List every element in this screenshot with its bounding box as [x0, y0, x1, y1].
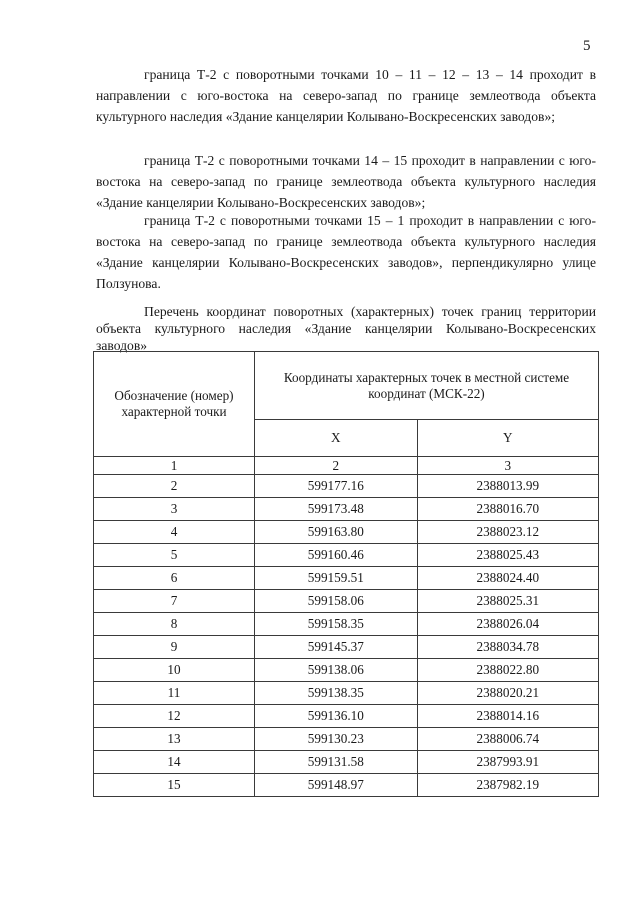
paragraph-text: граница Т-2 с поворотными точками 14 – 15 проходит в направлении с юго-востока на северо-запад по границе землеотвода объекта культурного наследия «Здание канцелярии Колывано-Воскресенских заводов»; [96, 153, 596, 210]
column-index-row [94, 457, 599, 475]
y-coordinate-cell: 2388026.04 [417, 613, 598, 636]
column-index: 1 [94, 457, 255, 475]
x-coordinate-cell: 599173.48 [255, 498, 418, 521]
x-coordinate-cell: 599136.10 [255, 705, 418, 728]
point-number-cell: 7 [94, 590, 255, 613]
y-coordinate-cell: 2388014.16 [417, 705, 598, 728]
column-index: 2 [255, 457, 418, 475]
point-number-cell: 12 [94, 705, 255, 728]
header-x: X [255, 420, 418, 457]
x-coordinate-cell: 599158.06 [255, 590, 418, 613]
table-row [94, 498, 599, 521]
column-index: 3 [417, 457, 598, 475]
x-coordinate-cell: 599160.46 [255, 544, 418, 567]
point-number-cell: 15 [94, 774, 255, 797]
point-number-cell: 3 [94, 498, 255, 521]
x-coordinate-cell: 599163.80 [255, 521, 418, 544]
y-coordinate-cell: 2387993.91 [417, 751, 598, 774]
page-number: 5 [583, 38, 591, 54]
x-coordinate-cell: 599158.35 [255, 613, 418, 636]
table-row [94, 682, 599, 705]
y-coordinate-cell: 2388025.43 [417, 544, 598, 567]
x-coordinate-cell: 599148.97 [255, 774, 418, 797]
paragraph-text: граница Т-2 с поворотными точками 15 – 1 проходит в направлении с юго-востока на северо-запад по границе землеотвода объекта культурного наследия «Здание канцелярии Колывано-Воскресенских заводов», перпендикулярно улице Ползунова. [96, 213, 596, 291]
table-row [94, 751, 599, 774]
y-coordinate-cell: 2388013.99 [417, 475, 598, 498]
paragraph-text: граница Т-2 с поворотными точками 10 – 11 – 12 – 13 – 14 проходит в направлении с юго-востока на северо-запад по границе землеотвода объекта культурного наследия «Здание канцелярии Колывано-Воскресенских заводов»; [96, 67, 596, 124]
y-coordinate-cell: 2388006.74 [417, 728, 598, 751]
table-row [94, 567, 599, 590]
paragraph-boundary-15-1 [96, 210, 596, 294]
table-row [94, 774, 599, 797]
point-number-cell: 14 [94, 751, 255, 774]
table-caption [96, 303, 596, 354]
point-number-cell: 4 [94, 521, 255, 544]
y-coordinate-cell: 2388034.78 [417, 636, 598, 659]
point-number-cell: 2 [94, 475, 255, 498]
y-coordinate-cell: 2388023.12 [417, 521, 598, 544]
point-number-cell: 6 [94, 567, 255, 590]
x-coordinate-cell: 599138.06 [255, 659, 418, 682]
y-coordinate-cell: 2388016.70 [417, 498, 598, 521]
point-number-cell: 8 [94, 613, 255, 636]
y-coordinate-cell: 2387982.19 [417, 774, 598, 797]
coordinates-table [93, 351, 599, 797]
caption-text: Перечень координат поворотных (характерных) точек границ территории объекта культурного наследия «Здание канцелярии Колывано-Воскресенских заводов» [96, 304, 596, 353]
point-number-cell: 10 [94, 659, 255, 682]
table-row [94, 521, 599, 544]
point-number-cell: 11 [94, 682, 255, 705]
table-row [94, 636, 599, 659]
y-coordinate-cell: 2388024.40 [417, 567, 598, 590]
x-coordinate-cell: 599138.35 [255, 682, 418, 705]
y-coordinate-cell: 2388022.80 [417, 659, 598, 682]
point-number-cell: 5 [94, 544, 255, 567]
x-coordinate-cell: 599177.16 [255, 475, 418, 498]
point-number-cell: 13 [94, 728, 255, 751]
x-coordinate-cell: 599145.37 [255, 636, 418, 659]
paragraph-boundary-10-14 [96, 64, 596, 127]
point-number-cell: 9 [94, 636, 255, 659]
header-coordinates: Координаты характерных точек в местной системе координат (МСК-22) [255, 352, 599, 420]
header-point-number: Обозначение (номер) характерной точки [94, 352, 255, 457]
x-coordinate-cell: 599131.58 [255, 751, 418, 774]
paragraph-boundary-14-15 [96, 150, 596, 213]
table-row [94, 728, 599, 751]
table-row [94, 590, 599, 613]
table-row [94, 544, 599, 567]
x-coordinate-cell: 599159.51 [255, 567, 418, 590]
table-row [94, 613, 599, 636]
table-row [94, 705, 599, 728]
table-row [94, 475, 599, 498]
x-coordinate-cell: 599130.23 [255, 728, 418, 751]
y-coordinate-cell: 2388020.21 [417, 682, 598, 705]
table-row [94, 659, 599, 682]
y-coordinate-cell: 2388025.31 [417, 590, 598, 613]
header-y: Y [417, 420, 598, 457]
